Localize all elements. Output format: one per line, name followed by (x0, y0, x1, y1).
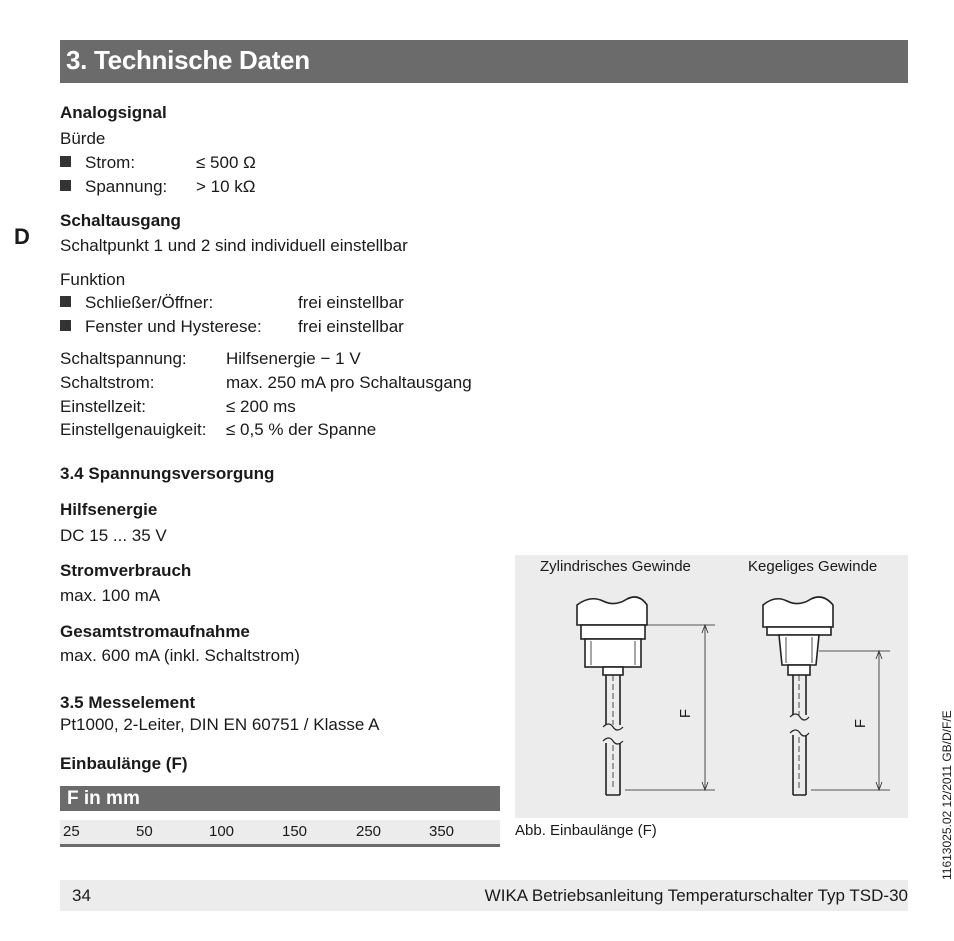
figure-left-title: Zylindrisches Gewinde (540, 558, 691, 575)
probe-drawing (515, 555, 908, 818)
table-cell: 150 (282, 823, 308, 840)
item-label: Strom: (85, 153, 136, 172)
section-title-bar (60, 40, 908, 83)
footer-text: WIKA Betriebsanleitung Temperaturschalter Typ TSD-30 (484, 886, 908, 905)
total-value: max. 600 mA (inkl. Schaltstrom) (60, 646, 300, 665)
bullet-square-icon (60, 296, 71, 307)
spec-value: max. 250 mA pro Schaltausgang (226, 373, 472, 392)
supply-heading: 3.4 Spannungsversorgung (60, 464, 275, 483)
bullet-square-icon (60, 180, 71, 191)
spec-value: Hilfsenergie − 1 V (226, 349, 361, 368)
table-header (60, 786, 500, 811)
bullet-square-icon (60, 156, 71, 167)
item-label: Fenster und Hysterese: (85, 317, 262, 336)
element-value: Pt1000, 2-Leiter, DIN EN 60751 / Klasse A (60, 715, 380, 734)
page-title: 3. Technische Daten (66, 45, 310, 75)
bullet-square-icon (60, 320, 71, 331)
aux-value: DC 15 ... 35 V (60, 526, 167, 545)
item-value: frei einstellbar (298, 317, 404, 336)
spec-label: Einstellzeit: (60, 397, 146, 416)
table-cell: 250 (356, 823, 382, 840)
spec-label: Schaltspannung: (60, 349, 187, 368)
aux-heading: Hilfsenergie (60, 500, 158, 519)
analog-sub: Bürde (60, 129, 106, 148)
page-footer (60, 880, 908, 911)
table-cell: 100 (209, 823, 235, 840)
length-heading: Einbaulänge (F) (60, 754, 188, 773)
consumption-value: max. 100 mA (60, 586, 161, 605)
figure-right-title: Kegeliges Gewinde (748, 558, 878, 575)
document-id: 11613025.02 12/2011 GB/D/F/E (940, 710, 954, 880)
table-row (60, 820, 500, 847)
item-label: Spannung: (85, 177, 168, 196)
table-header-label: F in mm (67, 788, 140, 809)
consumption-heading: Stromverbrauch (60, 561, 192, 580)
item-value: frei einstellbar (298, 293, 404, 312)
spec-label: Einstellgenauigkeit: (60, 420, 207, 439)
list-item (60, 317, 262, 337)
spec-value: ≤ 200 ms (226, 397, 296, 416)
page-number: 34 (72, 886, 91, 905)
installation-length-figure (515, 555, 908, 818)
list-item (60, 293, 213, 313)
spec-value: ≤ 0,5 % der Spanne (226, 420, 377, 439)
switch-heading: Schaltausgang (60, 211, 181, 230)
table-cell: 50 (136, 823, 153, 840)
item-value: ≤ 500 Ω (196, 153, 256, 172)
switch-desc: Schaltpunkt 1 und 2 sind individuell einstellbar (60, 236, 408, 255)
item-value: > 10 kΩ (196, 177, 256, 196)
figure-caption: Abb. Einbaulänge (F) (515, 822, 657, 839)
table-cell: 25 (63, 823, 80, 840)
total-heading: Gesamtstromaufnahme (60, 622, 250, 641)
list-item (60, 153, 135, 173)
analog-heading: Analogsignal (60, 103, 167, 122)
dimension-label-left: F (677, 708, 695, 719)
item-label: Schließer/Öffner: (85, 293, 214, 312)
list-item (60, 177, 167, 197)
function-label: Funktion (60, 270, 126, 289)
dimension-label-right: F (852, 718, 870, 729)
spec-label: Schaltstrom: (60, 373, 155, 392)
element-heading: 3.5 Messelement (60, 693, 196, 712)
language-tab-label: D (14, 224, 30, 249)
table-cell: 350 (429, 823, 455, 840)
